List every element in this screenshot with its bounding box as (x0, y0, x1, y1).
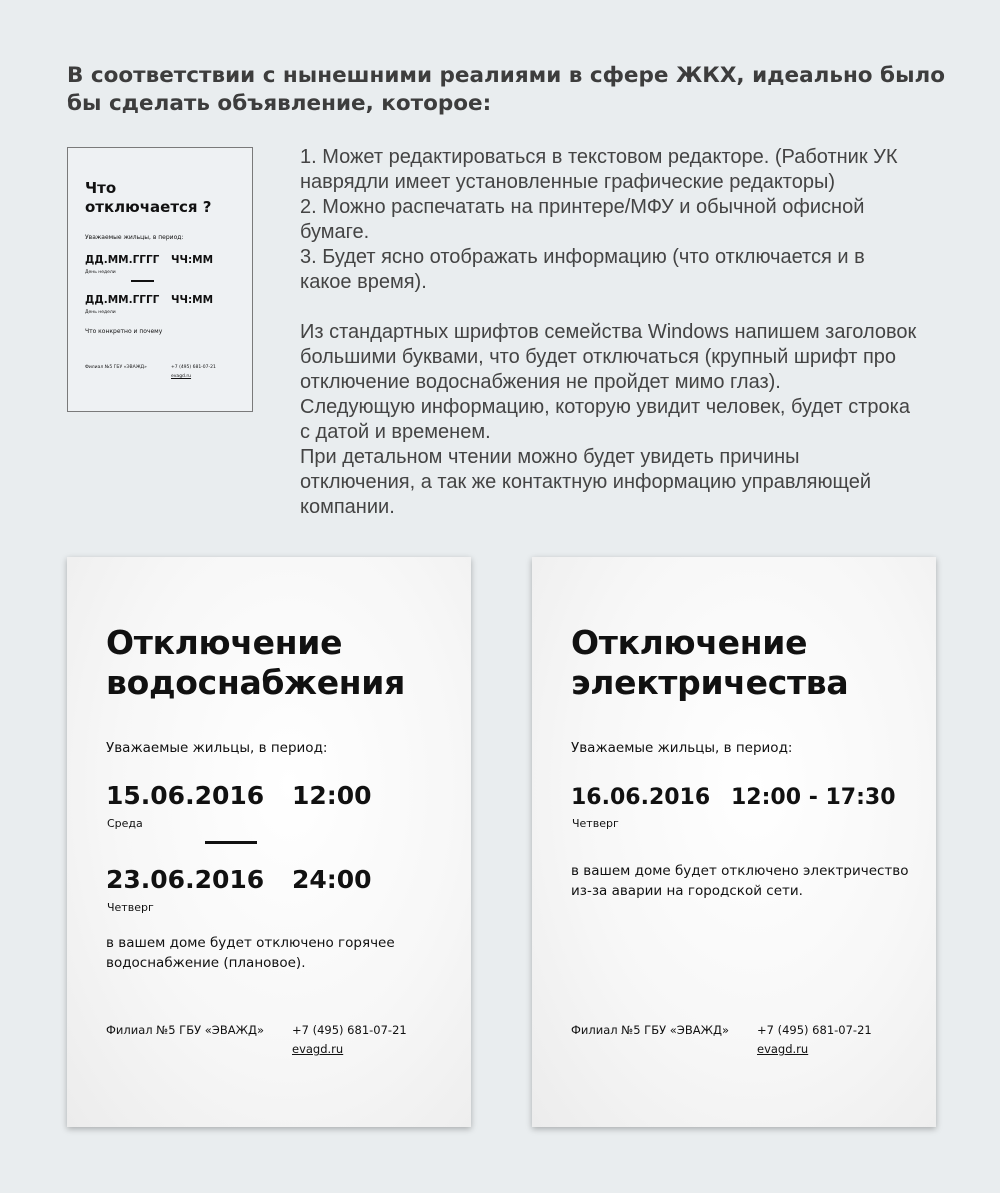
poster-org: Филиал №5 ГБУ «ЭВАЖД» (571, 1023, 729, 1037)
template-day-start: День недели (85, 270, 116, 275)
template-reason: Что конкретно и почему (85, 328, 163, 335)
description-line: Следующую информацию, которую увидит человек, будет строка (300, 396, 910, 418)
description-line: отключение водоснабжения не пройдет мимо глаз). (300, 371, 781, 393)
poster-title (571, 623, 848, 703)
description (300, 145, 960, 520)
description-line: компании. (300, 496, 395, 518)
poster-divider (205, 841, 257, 844)
template-phone: +7 (495) 681-07-21 (171, 365, 216, 370)
poster-time-end: 24:00 (292, 865, 372, 894)
description-line: большими буквами, что будет отключаться (крупный шрифт про (300, 346, 897, 368)
page-heading (67, 62, 947, 118)
poster-site-link[interactable]: evagd.ru (292, 1042, 344, 1056)
heading-line-1: В соответствии с нынешними реалиями в сфере ЖКХ, идеально было (67, 63, 946, 88)
heading-line-2: бы сделать объявление, которое: (67, 91, 492, 116)
description-line: бумаге. (300, 221, 370, 243)
poster-title-line-2: водоснабжения (106, 663, 405, 702)
template-day-end: День недели (85, 310, 116, 315)
poster-org: Филиал №5 ГБУ «ЭВАЖД» (106, 1023, 264, 1037)
description-line: При детальном чтении можно будет увидеть причины (300, 446, 800, 468)
template-org: Филиал №5 ГБУ «ЭВАЖД» (85, 365, 147, 370)
poster-time-range: 12:00 - 17:30 (731, 785, 896, 810)
poster-title-line-2: электричества (571, 663, 849, 702)
poster-time-start: 12:00 (292, 781, 372, 810)
poster-note (571, 861, 909, 901)
template-thumbnail (67, 147, 253, 412)
template-title-line-1: Что (85, 179, 117, 197)
poster-date-start: 16.06.2016 (571, 785, 711, 810)
poster-note-line-2: из-за аварии на городской сети. (571, 883, 803, 899)
description-line: 3. Будет ясно отображать информацию (что отключается и в (300, 246, 865, 268)
poster-phone: +7 (495) 681-07-21 (757, 1023, 872, 1037)
template-time-end: ЧЧ:ММ (171, 294, 214, 306)
poster-title-line-1: Отключение (106, 623, 343, 662)
template-divider (131, 280, 154, 282)
poster-period-label: Уважаемые жильцы, в период: (571, 740, 793, 756)
description-line: отключения, а так же контактную информацию управляющей (300, 471, 872, 493)
poster-note-line-2: водоснабжение (плановое). (106, 955, 306, 971)
poster-power-outage (532, 557, 936, 1127)
poster-note-line-1: в вашем доме будет отключено горячее (106, 935, 395, 951)
poster-site-link[interactable]: evagd.ru (757, 1042, 809, 1056)
description-line: какое время). (300, 271, 427, 293)
description-gap (300, 295, 960, 320)
poster-day-end: Четверг (107, 901, 154, 914)
template-site: evagd.ru (171, 374, 192, 379)
description-line: 1. Может редактироваться в текстовом редакторе. (Работник УК (300, 146, 898, 168)
description-line: с датой и временем. (300, 421, 491, 443)
template-time-start: ЧЧ:ММ (171, 254, 214, 266)
description-line: Из стандартных шрифтов семейства Windows напишем заголовок (300, 321, 917, 343)
template-title (85, 179, 211, 217)
poster-water-outage (67, 557, 471, 1127)
poster-period-label: Уважаемые жильцы, в период: (106, 740, 328, 756)
description-line: 2. Можно распечатать на принтере/МФУ и обычной офисной (300, 196, 865, 218)
poster-date-start: 15.06.2016 (106, 781, 265, 810)
poster-note (106, 933, 395, 973)
poster-day-start: Среда (107, 817, 143, 830)
template-date-start: ДД.ММ.ГГГГ (85, 254, 160, 266)
poster-title-line-1: Отключение (571, 623, 808, 662)
poster-note-line-1: в вашем доме будет отключено электричество (571, 863, 909, 879)
template-period-label: Уважаемые жильцы, в период: (85, 234, 184, 241)
poster-phone: +7 (495) 681-07-21 (292, 1023, 407, 1037)
template-title-line-2: отключается ? (85, 198, 212, 216)
poster-title (106, 623, 405, 703)
description-line: наврядли имеет установленные графические редакторы) (300, 171, 836, 193)
poster-date-end: 23.06.2016 (106, 865, 265, 894)
template-date-end: ДД.ММ.ГГГГ (85, 294, 160, 306)
poster-day-start: Четверг (572, 817, 619, 830)
